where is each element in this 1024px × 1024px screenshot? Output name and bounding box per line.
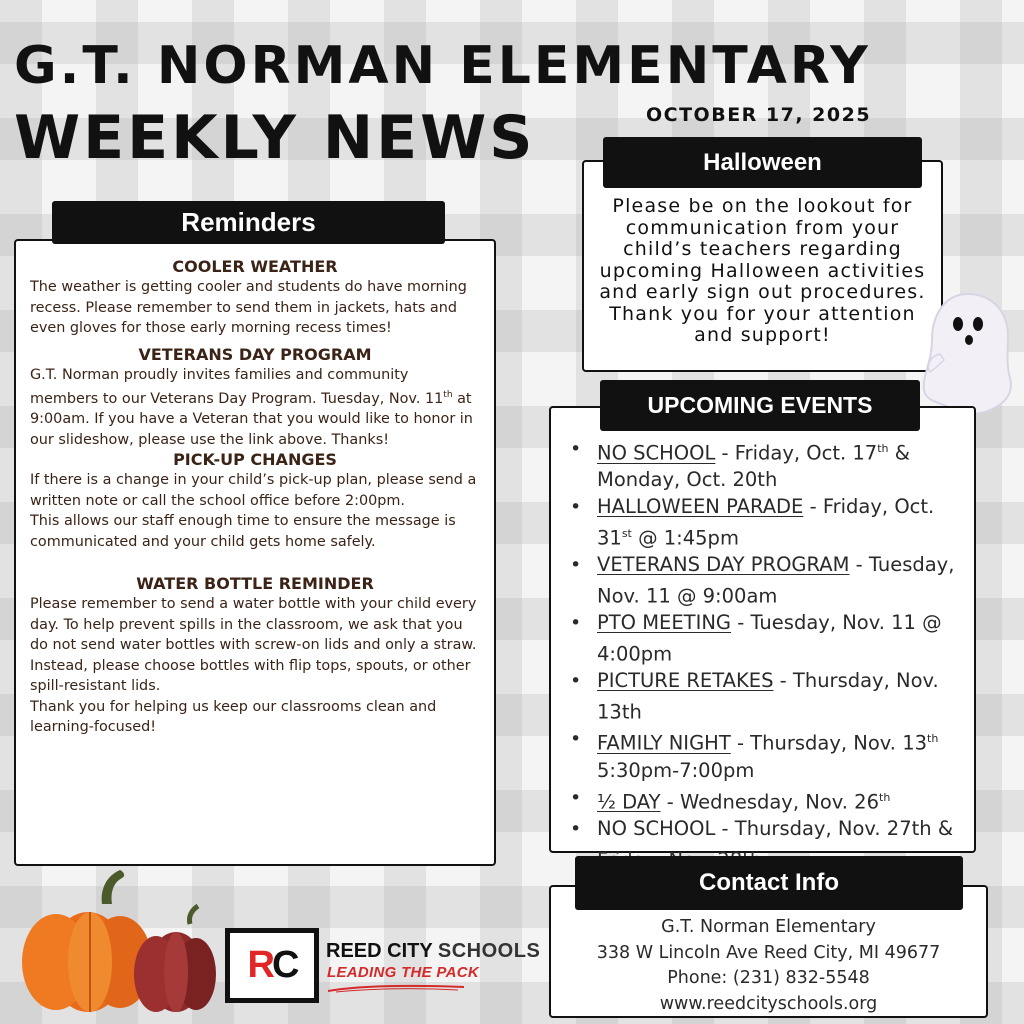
bullet-icon: • <box>570 612 582 635</box>
event-name: PTO MEETING <box>597 611 732 635</box>
halloween-header: Halloween <box>603 137 922 188</box>
event-detail-a: - Tuesday, Nov. 11 @ 4:00pm <box>597 611 942 666</box>
event-name: HALLOWEEN PARADE <box>597 495 804 519</box>
logo-tagline: LEADING THE PACK <box>327 964 480 981</box>
reminders-card <box>14 239 496 866</box>
event-ordinal: th <box>927 732 939 746</box>
event-item <box>569 436 962 494</box>
logo-c: C <box>272 944 297 986</box>
ghost-icon <box>918 290 1018 418</box>
event-item <box>569 785 962 816</box>
event-detail-a: - Thursday, Nov. 27th & <box>721 816 954 840</box>
page-title-line-2: WEEKLY NEWS <box>14 103 536 173</box>
event-ordinal: th <box>877 442 889 455</box>
bullet-icon: • <box>570 670 582 693</box>
logo-name-suffix: SCHOOLS <box>437 940 541 962</box>
reminders-header: Reminders <box>52 201 445 244</box>
veterans-day-ordinal: th <box>443 390 453 400</box>
pickup-changes-text-2: This allows our staff enough time to ensure the message is communicated and your child gets home safely. <box>30 513 456 550</box>
bullet-icon: • <box>570 554 582 577</box>
cooler-weather-text: The weather is getting cooler and students do have morning recess. Please remember to send them in jackets, hats and even gloves for those early morning recess times! <box>30 279 467 336</box>
event-detail-a: - Friday, Oct. 17 <box>715 441 878 465</box>
contact-phone: Phone: (231) 832-5548 <box>667 968 870 988</box>
event-name: NO SCHOOL <box>597 441 716 465</box>
veterans-day-heading: VETERANS DAY PROGRAM <box>138 344 372 364</box>
event-detail-b: @ 1:45pm <box>631 526 739 550</box>
school-logo-mark <box>225 928 319 1003</box>
event-ordinal: st <box>621 526 632 540</box>
logo-name-main: REED CITY <box>326 940 433 962</box>
contact-address: 338 W Lincoln Ave Reed City, MI 49677 <box>596 942 941 963</box>
cooler-weather-heading: COOLER WEATHER <box>172 257 338 276</box>
bullet-icon: • <box>570 728 582 751</box>
event-name: FAMILY NIGHT <box>597 731 731 755</box>
logo-name <box>326 940 540 963</box>
water-bottle-heading: WATER BOTTLE REMINDER <box>136 574 374 594</box>
logo-monogram <box>248 944 297 987</box>
veterans-day-text <box>30 365 480 451</box>
event-item <box>569 668 962 726</box>
event-ordinal: th <box>879 790 891 804</box>
event-item <box>569 726 962 784</box>
pickup-changes-heading: PICK-UP CHANGES <box>173 450 337 470</box>
contact-website[interactable]: www.reedcityschools.org <box>659 993 878 1014</box>
halloween-text-2: Thank you for your attention and support! <box>609 302 916 346</box>
event-name: PICTURE RETAKES <box>597 669 774 693</box>
event-item <box>569 494 962 552</box>
bullet-icon: • <box>570 438 582 460</box>
logo-swoosh <box>326 983 466 993</box>
veterans-day-text-b: at 9:00am. If you have a Veteran that you would like to honor in our slideshow, please use the link above. Thanks! <box>30 390 473 448</box>
page-title-line-1: G.T. NORMAN ELEMENTARY <box>14 36 871 96</box>
contact-school-name: G.T. Norman Elementary <box>661 917 876 937</box>
pickup-changes-text-1: If there is a change in your child’s pick-up plan, please send a written note or call the school office before 2:00pm. <box>30 472 477 509</box>
event-name: NO SCHOOL <box>597 816 716 840</box>
water-bottle-text-2: Thank you for helping us keep our classrooms clean and learning-focused! <box>30 698 437 736</box>
event-item <box>569 610 962 668</box>
event-name: ½ DAY <box>597 790 661 814</box>
upcoming-events-card <box>549 406 976 853</box>
event-name: VETERANS DAY PROGRAM <box>597 553 850 577</box>
water-bottle-text-1: Please remember to send a water bottle with your child every day. To help prevent spills in the classroom, we ask that you do not send water bottles with screw-on lids and only a straw. Instead, please choose bottles with flip tops, spouts, or other spill-resistant lids. <box>30 596 477 695</box>
halloween-text-1: Please be on the lookout for communication from your child’s teachers regarding upcoming Halloween activities and early sign out procedures. <box>599 195 926 303</box>
bullet-icon: • <box>570 817 582 840</box>
event-detail-b: 5:30pm-7:00pm <box>597 758 755 782</box>
event-detail-a: - Tuesday, Nov. 11 @ 9:00am <box>597 553 955 608</box>
event-detail-b: & Monday, Oct. 20th <box>597 441 910 492</box>
upcoming-events-header: UPCOMING EVENTS <box>600 380 920 431</box>
halloween-card <box>582 160 943 372</box>
issue-date: OCTOBER 17, 2025 <box>646 104 872 126</box>
veterans-day-text-a: G.T. Norman proudly invites families and community members to our Veterans Day Program. Tuesday, Nov. 11 <box>30 366 444 407</box>
contact-header: Contact Info <box>575 856 963 910</box>
event-detail-a: - Wednesday, Nov. 26 <box>660 790 879 814</box>
logo-r: R <box>247 944 272 986</box>
pumpkin-icon <box>10 866 220 1016</box>
event-detail-a: - Thursday, Nov. 13 <box>730 731 928 755</box>
events-list <box>569 436 962 874</box>
event-detail-a: - Thursday, Nov. 13th <box>597 669 939 724</box>
event-detail-a: - Friday, Oct. 31 <box>597 495 935 550</box>
event-item <box>569 552 962 610</box>
bullet-icon: • <box>570 496 582 519</box>
bullet-icon: • <box>570 786 582 809</box>
